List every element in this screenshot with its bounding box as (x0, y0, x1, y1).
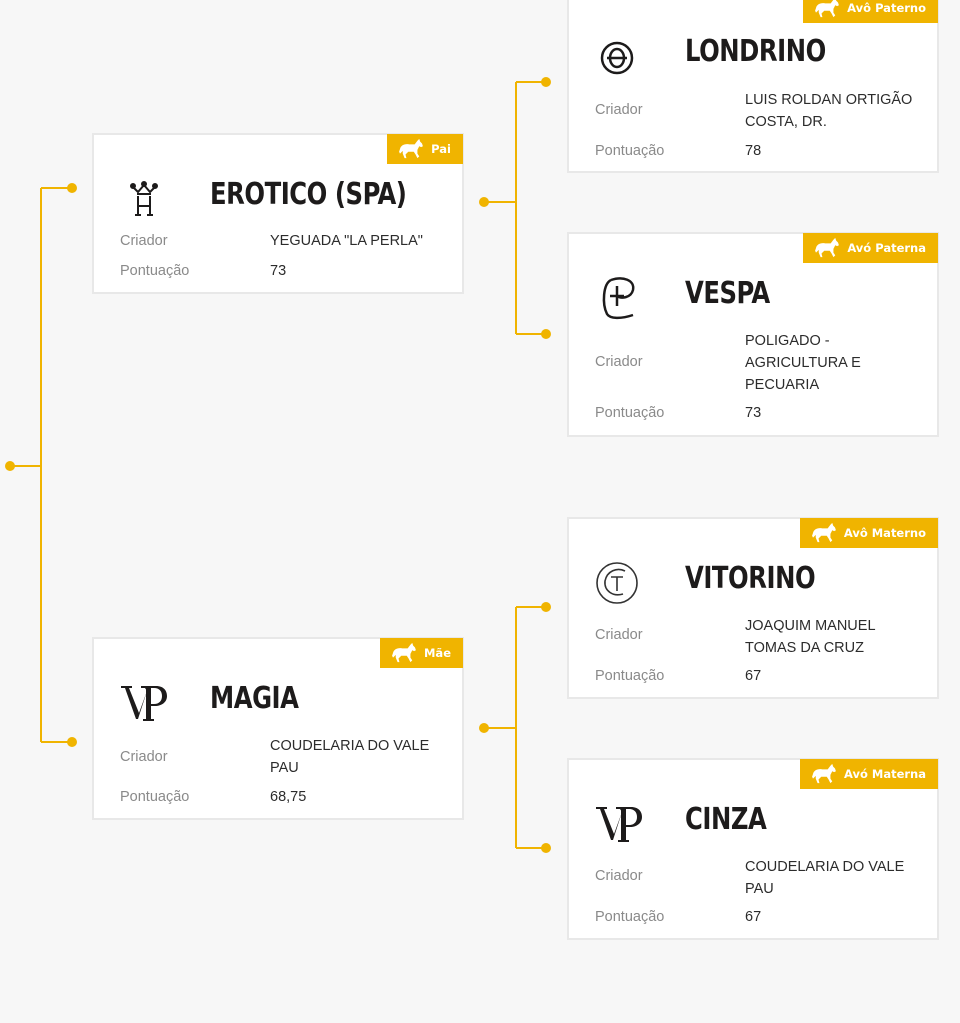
horse-icon (390, 642, 418, 664)
horse-icon (813, 237, 841, 259)
crown-h-brand-icon (128, 179, 160, 219)
maternal-grandfather-card[interactable] (567, 517, 939, 699)
score-value: 73 (270, 263, 287, 279)
score-value: 78 (745, 143, 762, 159)
role-badge (800, 518, 938, 548)
horse-name: CINZA (685, 802, 767, 837)
breeder-value: LUIS ROLDAN ORTIGÃO COSTA, DR. (745, 92, 913, 130)
role-label: Avô Paterno (847, 1, 926, 15)
horse-icon (397, 138, 425, 160)
vp-brand-icon (595, 804, 643, 844)
breeder-label: Criador (595, 868, 643, 884)
horse-name: VITORINO (685, 561, 816, 596)
score-value: 73 (745, 405, 762, 421)
breeder-value: POLIGADO - AGRICULTURA E PECUARIA (745, 333, 861, 393)
breeder-label: Criador (120, 233, 168, 249)
breeder-label: Criador (595, 627, 643, 643)
score-label: Pontuação (120, 263, 190, 279)
horse-name: EROTICO (SPA) (210, 177, 407, 212)
horse-name: VESPA (685, 276, 770, 311)
score-label: Pontuação (595, 909, 665, 925)
breeder-value: COUDELARIA DO VALE PAU (270, 738, 430, 776)
breeder-label: Criador (120, 749, 168, 765)
breeder-value: JOAQUIM MANUEL TOMAS DA CRUZ (745, 618, 875, 656)
breeder-value: YEGUADA "LA PERLA" (270, 233, 423, 249)
horse-icon (810, 522, 838, 544)
vp-brand-icon (120, 683, 168, 723)
score-value: 67 (745, 909, 762, 925)
role-label: Avó Materna (843, 767, 926, 781)
role-badge (803, 0, 938, 23)
score-value: 68,75 (270, 789, 307, 805)
role-label: Avó Paterna (847, 241, 926, 255)
role-label: Mãe (423, 646, 451, 660)
role-badge (803, 233, 938, 263)
father-card[interactable] (92, 133, 464, 294)
breeder-label: Criador (595, 102, 643, 118)
p-loop-brand-icon (597, 274, 639, 322)
role-badge (387, 134, 463, 164)
role-label: Pai (431, 142, 451, 156)
role-label: Avô Materno (843, 526, 926, 540)
score-label: Pontuação (595, 668, 665, 684)
breeder-label: Criador (595, 354, 643, 370)
score-label: Pontuação (595, 143, 665, 159)
score-value: 67 (745, 668, 762, 684)
circle-o-brand-icon (599, 36, 635, 80)
paternal-grandmother-card[interactable] (567, 232, 939, 437)
role-badge (380, 638, 463, 668)
role-badge (800, 759, 938, 789)
score-label: Pontuação (595, 405, 665, 421)
mother-card[interactable] (92, 637, 464, 820)
paternal-grandfather-card[interactable] (567, 0, 939, 173)
horse-icon (813, 0, 841, 19)
circle-t-brand-icon (595, 561, 639, 605)
horse-name: LONDRINO (685, 34, 826, 69)
breeder-value: COUDELARIA DO VALE PAU (745, 859, 905, 897)
score-label: Pontuação (120, 789, 190, 805)
maternal-grandmother-card[interactable] (567, 758, 939, 940)
horse-name: MAGIA (210, 681, 299, 716)
horse-icon (810, 763, 838, 785)
